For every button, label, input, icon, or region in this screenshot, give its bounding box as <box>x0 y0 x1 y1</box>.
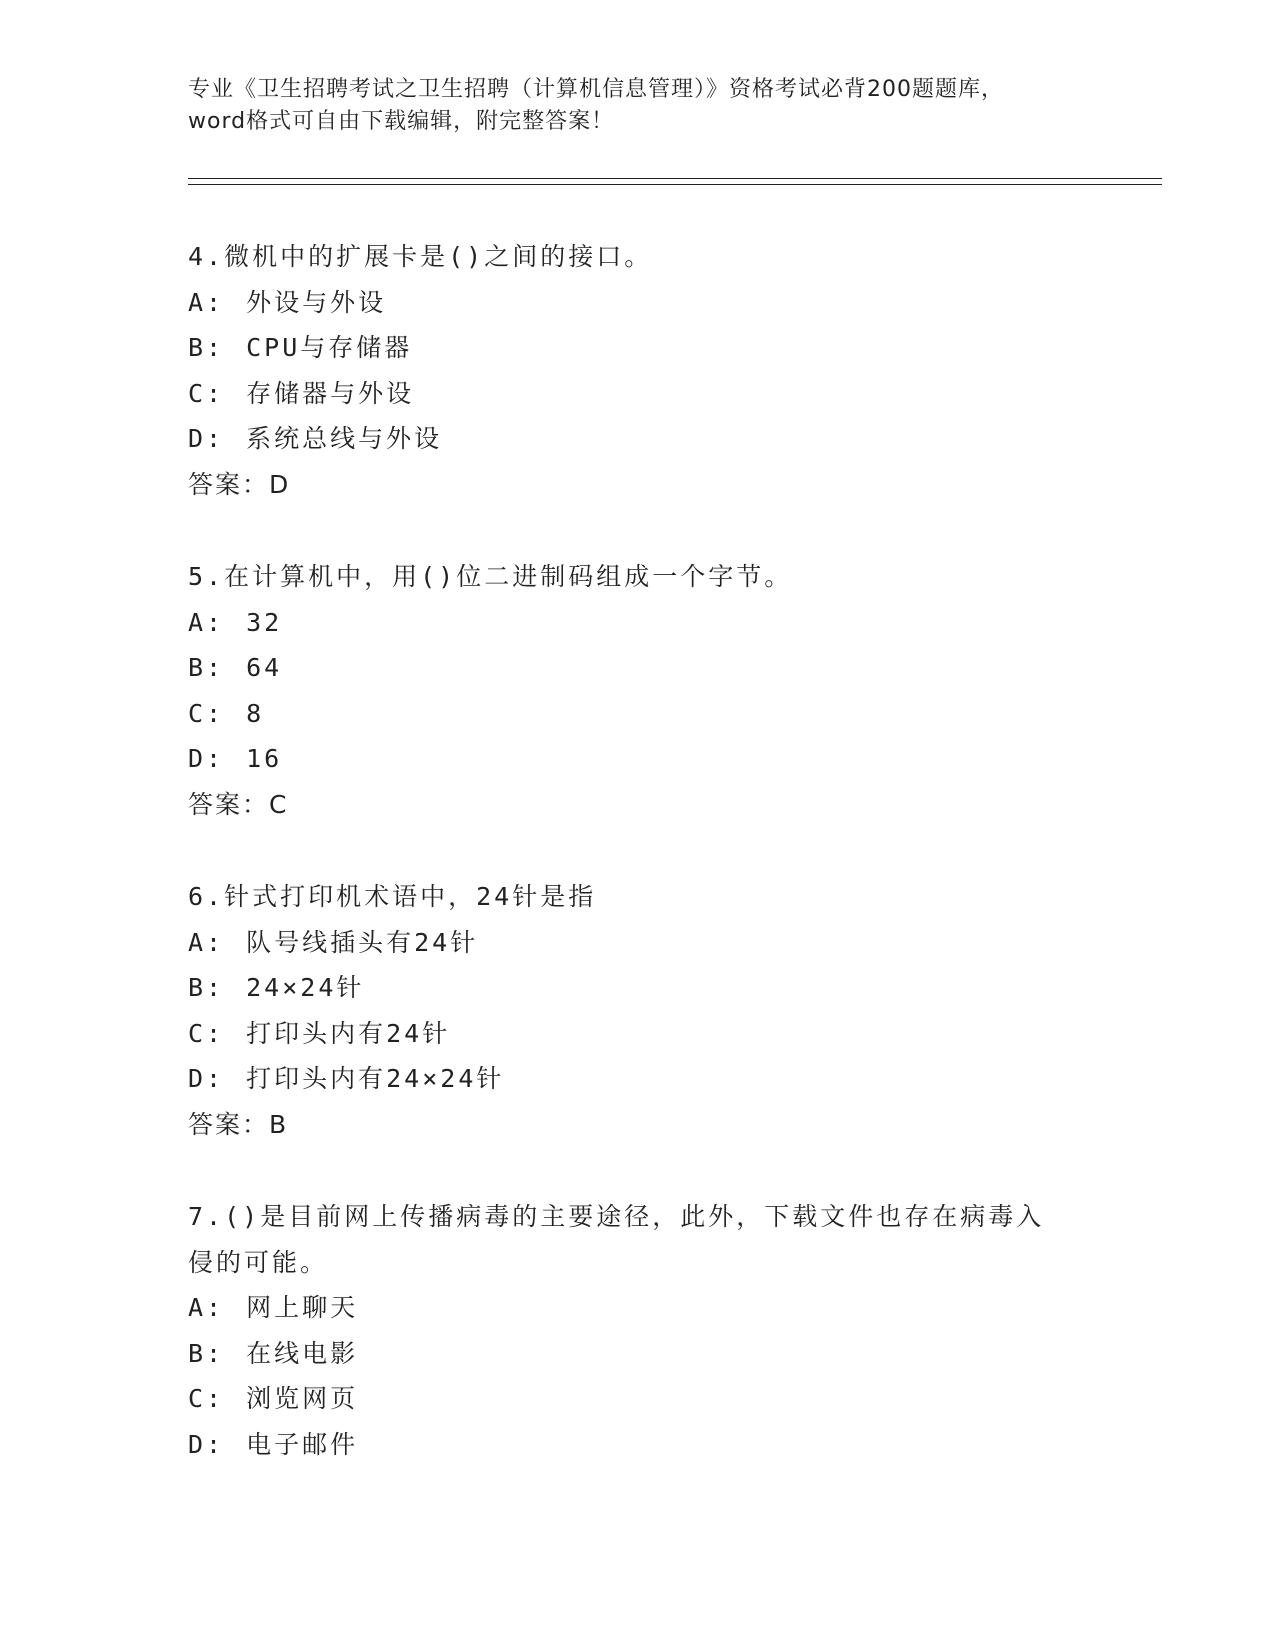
option-d <box>188 1056 1088 1102</box>
option-b <box>188 645 1088 691</box>
option-letter: B: <box>188 333 225 362</box>
header-divider-top <box>188 178 1162 179</box>
option-a <box>188 600 1088 646</box>
question-5 <box>188 554 1088 827</box>
answer-key: 答案：D <box>188 469 291 499</box>
option-a <box>188 920 1088 966</box>
option-letter: C: <box>188 698 225 728</box>
option-b <box>188 325 1088 371</box>
option-letter: B: <box>188 1338 225 1368</box>
option-letter: A: <box>188 287 225 317</box>
option-letter: B: <box>188 973 225 1002</box>
option-text: 队号线插头有24针 <box>246 927 479 957</box>
option-letter: D: <box>188 744 225 773</box>
option-letter: B: <box>188 653 225 682</box>
option-letter: D: <box>188 1429 225 1459</box>
option-b <box>188 965 1088 1011</box>
option-b <box>188 1331 1088 1377</box>
option-letter: C: <box>188 1384 225 1413</box>
option-letter: A: <box>188 1293 225 1322</box>
document-header <box>188 74 1088 138</box>
option-a <box>188 280 1088 326</box>
question-stem: 6.针式打印机术语中，24针是指 <box>188 882 597 911</box>
option-d <box>188 736 1088 782</box>
header-title-line-1: 专业《卫生招聘考试之卫生招聘（计算机信息管理）》资格考试必背200题题库， <box>188 77 1004 102</box>
option-text: 在线电影 <box>246 1338 359 1368</box>
option-a <box>188 1285 1088 1331</box>
option-text: 存储器与外设 <box>246 378 415 408</box>
option-d <box>188 416 1088 462</box>
answer-key: 答案：C <box>188 789 289 819</box>
option-text: 64 <box>246 653 283 682</box>
option-text: 24×24针 <box>246 973 365 1002</box>
option-text: 系统总线与外设 <box>246 424 443 453</box>
question-stem: 4.微机中的扩展卡是()之间的接口。 <box>188 242 653 271</box>
option-c <box>188 691 1088 737</box>
option-text: 打印头内有24×24针 <box>246 1064 505 1093</box>
question-stem-line-1: 7.()是目前网上传播病毒的主要途径，此外，下载文件也存在病毒入 <box>188 1202 1045 1231</box>
option-letter: C: <box>188 378 225 408</box>
option-letter: C: <box>188 1018 225 1048</box>
option-text: 网上聊天 <box>246 1293 359 1322</box>
question-4 <box>188 234 1088 507</box>
question-7 <box>188 1194 1088 1467</box>
option-text: 打印头内有24针 <box>246 1018 451 1048</box>
option-text: 电子邮件 <box>246 1429 359 1459</box>
option-text: 8 <box>246 698 265 728</box>
answer-key: 答案：B <box>188 1109 289 1139</box>
question-stem: 5.在计算机中，用()位二进制码组成一个字节。 <box>188 562 793 591</box>
option-c <box>188 371 1088 417</box>
option-text: 浏览网页 <box>246 1384 359 1413</box>
option-text: 32 <box>246 607 283 637</box>
option-text: 外设与外设 <box>246 287 387 317</box>
option-letter: A: <box>188 607 225 637</box>
question-6 <box>188 874 1088 1147</box>
option-letter: D: <box>188 424 225 453</box>
header-divider-bottom <box>188 184 1162 185</box>
option-d <box>188 1422 1088 1468</box>
header-title-line-2: word格式可自由下载编辑，附完整答案！ <box>188 109 615 134</box>
option-c <box>188 1376 1088 1422</box>
option-c <box>188 1011 1088 1057</box>
option-letter: A: <box>188 927 225 957</box>
option-text: CPU与存储器 <box>246 333 413 362</box>
option-letter: D: <box>188 1064 225 1093</box>
option-text: 16 <box>246 744 283 773</box>
question-stem-line-2: 侵的可能。 <box>188 1247 329 1277</box>
